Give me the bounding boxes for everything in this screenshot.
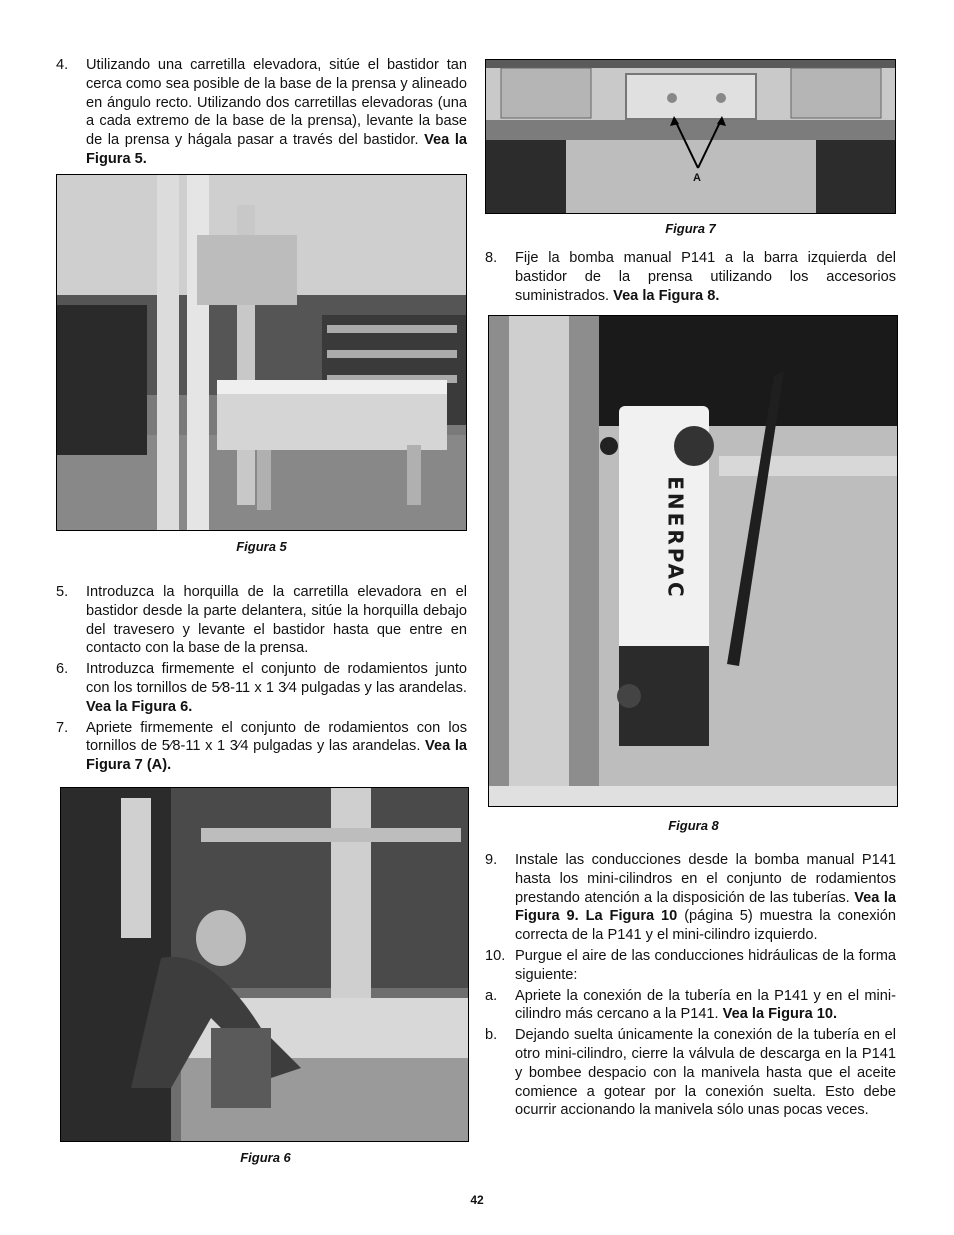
figure-7-photo: [485, 59, 896, 214]
step-number: 6.: [56, 661, 69, 678]
step-number: 4.: [56, 57, 69, 73]
step-number: 7.: [56, 719, 69, 736]
figure-6-photo: [60, 787, 469, 1142]
step-4: [56, 56, 467, 171]
step-number: b.: [485, 1027, 498, 1044]
step-text-continued: (página 5) muestra la conexión correcta de la P141 y el mini-cilindro izquierdo.: [515, 908, 896, 944]
step-text: Introduzca la horquilla de la carretilla elevadora en el bastidor desde la parte delantera, sitúe la horquilla debajo del travesero y levante el bastidor hasta que entre en contacto con la base de la prensa.: [86, 584, 467, 657]
step-8: [485, 249, 896, 307]
step-text: Apriete firmemente el conjunto de rodamientos con los tornillos de 5⁄8-11 x 1 3⁄4 pulgadas y las arandelas.: [86, 719, 467, 755]
figure-reference: Vea la Figura 5.: [86, 132, 468, 167]
step-text: Introduzca firmemente el conjunto de rodamientos junto con los tornillos de 5⁄8-11 x 1 3⁄4 pulgadas y las arandelas.: [86, 661, 467, 696]
figure-reference: Vea la Figura 7 (A).: [86, 738, 468, 774]
figure-reference: Vea la Figura 10.: [722, 1006, 838, 1023]
figure-5-caption: Figura 5: [236, 539, 287, 554]
step-number: a.: [485, 987, 498, 1004]
step-a: [485, 987, 896, 1025]
figure-reference: Vea la Figura 9. La Figura 10: [515, 889, 897, 925]
step-10: [485, 947, 896, 985]
pump-brand-label: ENERPAC: [663, 476, 688, 600]
figure-reference: Vea la Figura 6.: [86, 698, 193, 715]
step-text: Instale las conducciones desde la bomba manual P141 hasta los mini-cilindros en el conjunto de rodamientos prestando atención a la disposición de las tuberías.: [515, 852, 896, 906]
figure-6-caption: Figura 6: [240, 1150, 291, 1165]
step-number: 9.: [485, 852, 498, 868]
step-6: [56, 660, 467, 716]
steps-5-7: [56, 583, 467, 777]
figure-5-photo: [56, 174, 467, 531]
step-text: Purgue el aire de las conducciones hidráulicas de la forma siguiente:: [515, 947, 896, 983]
step-9: [485, 851, 896, 945]
step-text: Utilizando una carretilla elevadora, sitúe el bastidor tan cerca como sea posible de la base de la prensa y alineado en ángulo recto. Utilizando dos carretillas elevadoras (una a cada extremo de la base de la prensa), levante la base de la prensa y hágala pasar a través del bastidor.: [86, 57, 467, 149]
step-7: [56, 719, 467, 775]
step-text: Dejando suelta únicamente la conexión de la tubería en el otro mini-cilindro, cierre la válvula de descarga en la P141 y bombee despacio con la manivela hasta que el aceite comience a gotear por la conexión suelta. Esto debe ocurrir accionando la manivela sólo unas pocas veces.: [515, 1027, 896, 1119]
step-text: Apriete la conexión de la tubería en la P141 y en el mini-cilindro más cercano a la P141.: [515, 987, 896, 1023]
step-number: 5.: [56, 584, 69, 600]
step-5: [56, 583, 467, 658]
figure-7-label-a: A: [693, 172, 701, 184]
steps-9-10: [485, 851, 896, 1122]
figure-7-caption: Figura 7: [665, 221, 716, 236]
figure-8-photo: [488, 315, 898, 807]
step-b: [485, 1026, 896, 1120]
figure-reference: Vea la Figura 8.: [613, 287, 720, 304]
step-text: Fije la bomba manual P141 a la barra izquierda del bastidor de la prensa utilizando los accesorios suministrados.: [515, 250, 896, 304]
figure-8-caption: Figura 8: [668, 818, 719, 833]
page-number: 42: [470, 1193, 484, 1207]
step-number: 10.: [485, 947, 506, 964]
step-number: 8.: [485, 250, 498, 266]
